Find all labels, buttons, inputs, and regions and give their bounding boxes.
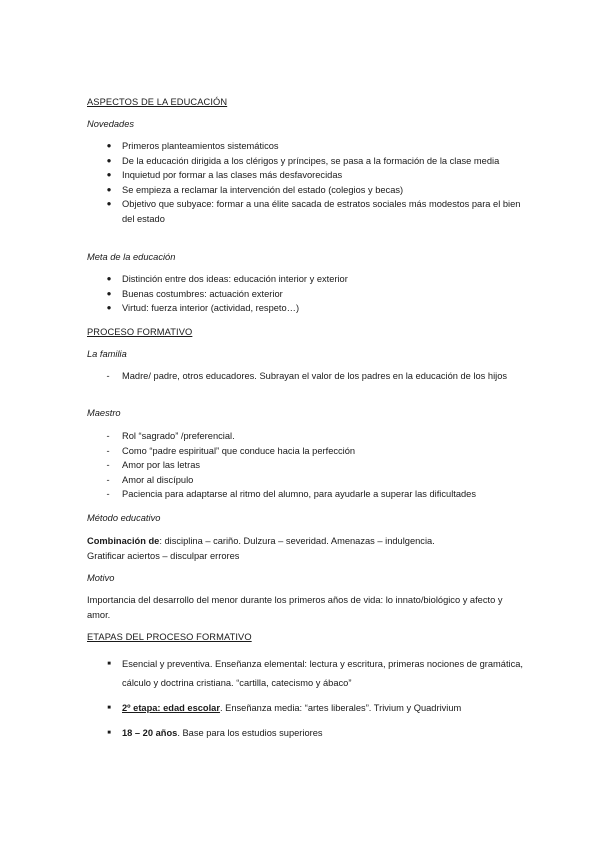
list-item: - Rol “sagrado” /preferencial. [87, 429, 527, 444]
list-item: ● Virtud: fuerza interior (actividad, respeto…) [87, 301, 527, 316]
bullet-dot: ● [106, 303, 112, 312]
bullet-dash: - [106, 371, 110, 381]
subheading-meta: Meta de la educación [87, 252, 176, 262]
bullet-dash: - [106, 460, 110, 470]
list-item: ● Objetivo que subyace: formar a una élite sacada de estratos sociales más modestos para el bien del estado [87, 197, 527, 226]
subheading-metodo: Método educativo [87, 513, 161, 523]
bullet-dot: ● [106, 274, 112, 283]
subheading-maestro: Maestro [87, 408, 121, 418]
list-item: ● Inquietud por formar a las clases más desfavorecidas [87, 168, 527, 183]
motivo-paragraph: Importancia del desarrollo del menor durante los primeros años de vida: lo innato/biológico y afecto y amor. [87, 595, 503, 620]
section-heading-proceso: PROCESO FORMATIVO [87, 327, 193, 337]
bullet-square: ■ [107, 730, 111, 736]
etapa-2-bold: 2º etapa: edad escolar [122, 703, 220, 713]
list-item: ● Distinción entre dos ideas: educación interior y exterior [87, 272, 527, 287]
bullet-dot: ● [106, 141, 112, 150]
list-item: ■ 18 – 20 años. Base para los estudios superiores [87, 724, 527, 743]
subheading-familia: La familia [87, 349, 127, 359]
bullet-dot: ● [106, 199, 112, 208]
list-item: ● Primeros planteamientos sistemáticos [87, 139, 527, 154]
novedades-list [87, 139, 527, 226]
bullet-dot: ● [106, 155, 112, 165]
bullet-dot: ● [106, 184, 112, 194]
subheading-novedades: Novedades [87, 119, 135, 129]
list-item: - Paciencia para adaptarse al ritmo del alumno, para ayudarle a superar las dificultades [87, 487, 527, 502]
bullet-square: ■ [107, 661, 111, 667]
section-heading-aspectos: ASPECTOS DE LA EDUCACIÓN [87, 97, 228, 107]
subheading-motivo: Motivo [87, 573, 115, 583]
metodo-line-2: Gratificar aciertos – disculpar errores [87, 550, 240, 561]
bullet-square: ■ [107, 705, 111, 711]
meta-list [87, 272, 527, 316]
list-item: - Como “padre espiritual” que conduce hacia la perfección [87, 444, 527, 459]
etapas-list [87, 655, 527, 749]
metodo-paragraph [87, 534, 517, 563]
section-heading-etapas: ETAPAS DEL PROCESO FORMATIVO [87, 632, 252, 642]
list-item: ● De la educación dirigida a los clérigos y príncipes, se pasa a la formación de la clase media [87, 154, 527, 169]
list-item: ■ Esencial y preventiva. Enseñanza elemental: lectura y escritura, primeras nociones de gramática, cálculo y doctrina cristiana. “cartilla, catecismo y ábaco” [87, 655, 527, 693]
bullet-dot: ● [106, 288, 112, 298]
list-item: - Madre/ padre, otros educadores. Subrayan el valor de los padres en la educación de los hijos [87, 369, 527, 384]
list-item: - Amor por las letras [87, 458, 527, 473]
bullet-dash: - [106, 431, 110, 441]
list-item: ● Buenas costumbres: actuación exterior [87, 287, 527, 302]
list-item: ■ 2º etapa: edad escolar. Enseñanza media: “artes liberales”. Trivium y Quadrivium [87, 699, 527, 718]
familia-list [87, 369, 527, 384]
bullet-dot: ● [106, 170, 112, 179]
bullet-dash: - [106, 489, 110, 499]
list-item: - Amor al discípulo [87, 473, 527, 488]
bullet-dash: - [106, 445, 110, 456]
metodo-bold-lead: Combinación de [87, 536, 160, 546]
bullet-dash: - [106, 474, 110, 485]
etapa-3-bold: 18 – 20 años [122, 728, 178, 738]
maestro-list [87, 429, 527, 502]
list-item: ● Se empieza a reclamar la intervención del estado (colegios y becas) [87, 183, 527, 198]
metodo-line-1: Combinación de: disciplina – cariño. Dulzura – severidad. Amenazas – indulgencia. [87, 536, 435, 546]
